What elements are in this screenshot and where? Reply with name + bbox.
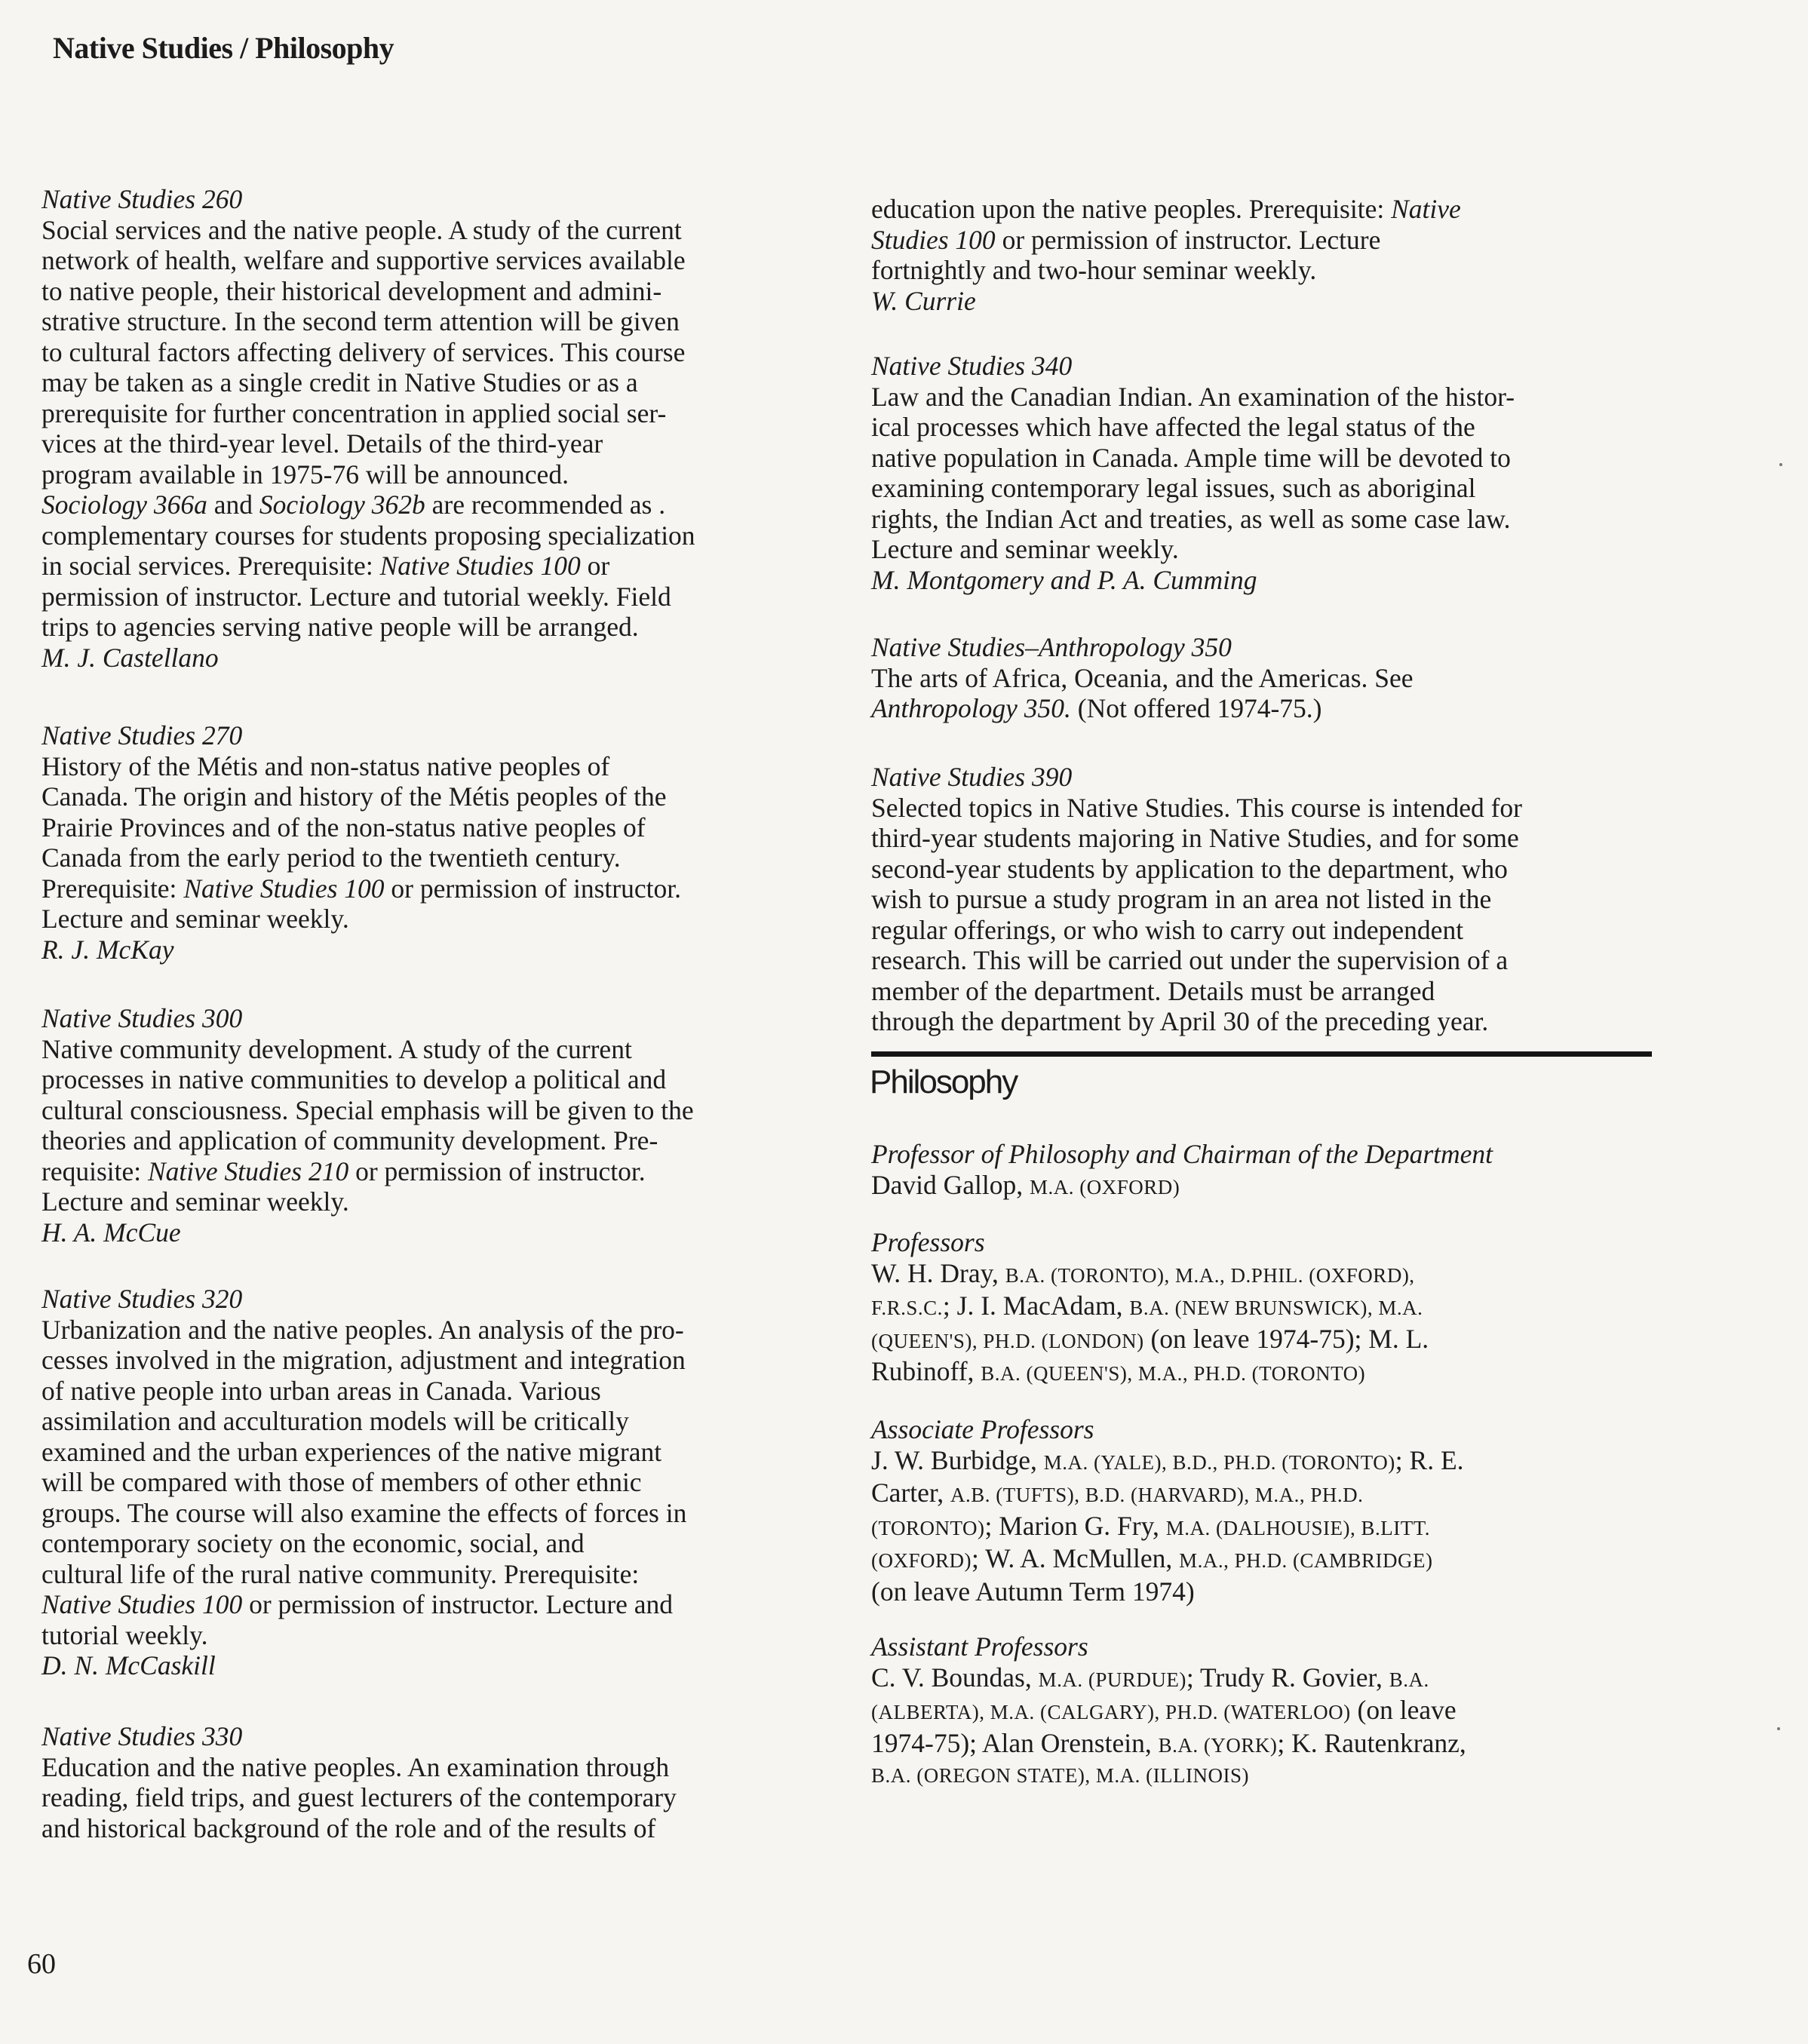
course-line: Lecture and seminar weekly. (41, 904, 349, 934)
course-line: and historical background of the role and of the results of (41, 1812, 656, 1843)
faculty-rank-title: Professors (871, 1227, 985, 1257)
course-line: Canada. The origin and history of the Métis peoples of the (41, 781, 667, 812)
course-line: will be compared with those of members of other ethnic (41, 1467, 642, 1497)
text-run: or permission of instructor. Lecture (995, 224, 1381, 255)
faculty-degrees: B.A. (NEW BRUNSWICK), M.A. (1129, 1297, 1423, 1319)
page-number: 60 (27, 1948, 56, 1980)
faculty-line (871, 1695, 1648, 1728)
faculty-degrees: (TORONTO) (871, 1516, 985, 1539)
faculty-line (871, 1291, 1648, 1324)
course-line: Law and the Canadian Indian. An examination of the histor- (871, 381, 1515, 412)
faculty-line (871, 1170, 1648, 1203)
course-title: Native Studies 320 (41, 1284, 243, 1314)
course-title: Native Studies–Anthropology 350 (871, 632, 1232, 662)
faculty-degrees: M.A., PH.D. (CAMBRIDGE) (1179, 1549, 1433, 1572)
faculty-name: ; W. A. McMullen, (972, 1543, 1180, 1573)
faculty-name: ; Trudy R. Govier, (1186, 1662, 1389, 1693)
course-line: Prairie Provinces and of the non-status native peoples of (41, 812, 646, 842)
faculty-degrees: B.A. (1389, 1668, 1429, 1691)
scan-speck (1777, 1727, 1780, 1730)
faculty-name: ; J. I. MacAdam, (942, 1291, 1130, 1321)
course-reference: Native (1391, 194, 1461, 224)
faculty-line: B.A. (OREGON STATE), M.A. (ILLINOIS) (871, 1764, 1250, 1787)
text-run: and (207, 490, 259, 520)
course-line: Social services and the native people. A study of the current (41, 214, 682, 245)
course-line: to native people, their historical development and admini- (41, 275, 662, 306)
faculty-name: ; Marion G. Fry, (984, 1510, 1166, 1541)
text-run: in social services. Prerequisite: (41, 551, 380, 581)
course-line: of native people into urban areas in Canada. Various (41, 1375, 601, 1406)
course-title: Native Studies 340 (871, 351, 1073, 381)
text-run: or permission of instructor. (384, 873, 681, 904)
course-line (41, 1589, 818, 1620)
faculty-rank-title: Professor of Philosophy and Chairman of the Department (871, 1139, 1493, 1169)
text-run: or permission of instructor. (348, 1156, 646, 1186)
course-native-studies-340 (871, 351, 1648, 595)
course-instructor: M. Montgomery and P. A. Cumming (871, 564, 1257, 595)
text-run: education upon the native peoples. Prerequisite: (871, 194, 1392, 224)
course-line: fortnightly and two-hour seminar weekly. (871, 255, 1317, 285)
course-title: Native Studies 390 (871, 762, 1073, 792)
faculty-line (871, 1324, 1648, 1357)
faculty-name: David Gallop, (871, 1169, 1030, 1200)
course-reference: Native Studies 100 (379, 551, 581, 581)
course-line: Urbanization and the native peoples. An analysis of the pro- (41, 1314, 684, 1345)
course-title: Native Studies 260 (41, 184, 243, 214)
faculty-line (871, 1445, 1648, 1478)
faculty-line (871, 1543, 1648, 1576)
faculty-name: C. V. Boundas, (871, 1662, 1039, 1693)
course-title: Native Studies 270 (41, 720, 243, 750)
course-line: contemporary society on the economic, social, and (41, 1528, 585, 1558)
course-reference: Sociology 362b (259, 490, 425, 520)
course-line: network of health, welfare and supportive services available (41, 245, 686, 275)
course-line: Canada from the early period to the twentieth century. (41, 842, 621, 873)
philosophy-chair (871, 1139, 1648, 1202)
course-line: vices at the third-year level. Details of the third-year (41, 428, 603, 459)
course-instructor: W. Currie (871, 285, 976, 316)
course-line (871, 194, 1648, 225)
course-line: may be taken as a single credit in Native Studies or as a (41, 367, 638, 397)
course-line: Native community development. A study of the current (41, 1033, 632, 1064)
course-line: reading, field trips, and guest lecturers of the contemporary (41, 1782, 677, 1812)
section-heading-philosophy: Philosophy (870, 1063, 1018, 1100)
faculty-line (871, 1356, 1648, 1389)
faculty-name: (on leave (1350, 1695, 1457, 1725)
faculty-degrees: M.A. (DALHOUSIE), B.LITT. (1165, 1516, 1430, 1539)
philosophy-associate-professors (871, 1414, 1648, 1607)
faculty-line (871, 1662, 1648, 1696)
faculty-line (871, 1511, 1648, 1544)
text-run: Prerequisite: (41, 873, 184, 904)
course-line: groups. The course will also examine the effects of forces in (41, 1497, 687, 1528)
course-title: Native Studies 330 (41, 1721, 243, 1751)
faculty-degrees: M.A. (PURDUE) (1038, 1668, 1186, 1691)
course-native-studies-390 (871, 762, 1648, 1037)
course-line: History of the Métis and non-status native peoples of (41, 750, 610, 781)
course-line: native population in Canada. Ample time will be devoted to (871, 442, 1511, 473)
course-line: complementary courses for students proposing specialization (41, 520, 695, 551)
course-line: to cultural factors affecting delivery of services. This course (41, 336, 686, 367)
text-run: are recommended as . (425, 490, 666, 520)
scan-speck (1779, 463, 1782, 466)
faculty-name: ; R. E. (1395, 1444, 1464, 1475)
philosophy-assistant-professors (871, 1631, 1648, 1791)
faculty-rank-title: Assistant Professors (871, 1631, 1088, 1662)
course-line: cesses involved in the migration, adjustment and integration (41, 1345, 686, 1375)
course-line: third-year students majoring in Native Studies, and for some (871, 823, 1519, 853)
course-line: examined and the urban experiences of the native migrant (41, 1436, 662, 1467)
faculty-name: Rubinoff, (871, 1356, 981, 1386)
faculty-degrees: (OXFORD) (871, 1549, 972, 1572)
course-native-studies-320 (41, 1284, 818, 1681)
faculty-degrees: A.B. (TUFTS), B.D. (HARVARD), M.A., PH.D. (950, 1484, 1364, 1506)
course-reference: Studies 100 (871, 224, 996, 255)
course-native-studies-300 (41, 1003, 818, 1248)
course-line: examining contemporary legal issues, such as aboriginal (871, 473, 1476, 503)
faculty-degrees: (ALBERTA), M.A. (CALGARY), PH.D. (WATERLOO) (871, 1701, 1351, 1723)
faculty-name: J. W. Burbidge, (871, 1444, 1044, 1475)
course-line: tutorial weekly. (41, 1619, 208, 1650)
course-line: research. This will be carried out under the supervision of a (871, 945, 1509, 975)
faculty-line: (on leave Autumn Term 1974) (871, 1576, 1195, 1607)
text-run: requisite: (41, 1156, 148, 1186)
course-line: through the department by April 30 of the preceding year. (871, 1006, 1489, 1036)
faculty-name: (on leave 1974-75); M. L. (1143, 1323, 1429, 1354)
course-line: strative structure. In the second term attention will be given (41, 306, 680, 336)
course-title: Native Studies 300 (41, 1003, 243, 1033)
faculty-line (871, 1258, 1648, 1291)
course-line (41, 551, 818, 582)
course-line: program available in 1975-76 will be announced. (41, 459, 569, 490)
course-native-studies-330-continued (871, 194, 1648, 316)
course-line: processes in native communities to develop a political and (41, 1064, 667, 1094)
faculty-degrees: M.A. (OXFORD) (1030, 1175, 1180, 1198)
faculty-degrees: B.A. (QUEEN'S), M.A., PH.D. (TORONTO) (981, 1362, 1366, 1385)
faculty-name: ; K. Rautenkranz, (1277, 1727, 1466, 1758)
course-instructor: R. J. McKay (41, 934, 174, 965)
course-instructor: M. J. Castellano (41, 642, 219, 673)
faculty-degrees: F.R.S.C. (871, 1297, 943, 1319)
faculty-name: Carter, (871, 1478, 951, 1508)
faculty-degrees: M.A. (YALE), B.D., PH.D. (TORONTO) (1043, 1450, 1395, 1474)
course-reference: Native Studies 100 (183, 873, 385, 904)
course-reference: Sociology 366a (41, 490, 207, 520)
faculty-degrees: B.A. (YORK) (1158, 1733, 1278, 1757)
course-line: ical processes which have affected the legal status of the (871, 412, 1475, 442)
course-instructor: H. A. McCue (41, 1217, 181, 1248)
course-line: second-year students by application to the department, who (871, 853, 1508, 884)
course-native-studies-anthropology-350 (871, 632, 1648, 724)
text-run: or permission of instructor. Lecture and (242, 1589, 674, 1619)
course-line (871, 693, 1648, 724)
faculty-rank-title: Associate Professors (871, 1414, 1094, 1444)
course-line: cultural consciousness. Special emphasis will be given to the (41, 1094, 694, 1125)
course-reference: Native Studies 100 (41, 1589, 243, 1619)
course-instructor: D. N. McCaskill (41, 1650, 216, 1680)
course-line (41, 490, 818, 520)
text-run: or (580, 551, 610, 581)
course-line: Selected topics in Native Studies. This course is intended for (871, 792, 1523, 823)
course-line (41, 1156, 818, 1187)
course-line: prerequisite for further concentration in applied social ser- (41, 397, 667, 428)
course-line: cultural life of the rural native community. Prerequisite: (41, 1558, 640, 1589)
course-line: wish to pursue a study program in an area not listed in the (871, 884, 1492, 914)
course-native-studies-270 (41, 720, 818, 965)
course-reference: Anthropology 350. (871, 693, 1071, 723)
course-line: rights, the Indian Act and treaties, as well as some case law. (871, 503, 1511, 534)
course-line: Lecture and seminar weekly. (41, 1186, 349, 1217)
course-line: permission of instructor. Lecture and tutorial weekly. Field (41, 581, 671, 612)
course-line: assimilation and acculturation models will be critically (41, 1406, 629, 1436)
faculty-degrees: (QUEEN'S), PH.D. (LONDON) (871, 1329, 1144, 1352)
philosophy-professors (871, 1227, 1648, 1389)
course-native-studies-260 (41, 184, 818, 673)
course-reference: Native Studies 210 (147, 1156, 349, 1186)
running-head: Native Studies / Philosophy (53, 31, 394, 65)
section-rule (871, 1051, 1652, 1057)
course-line: theories and application of community development. Pre- (41, 1125, 658, 1156)
course-line: The arts of Africa, Oceania, and the Americas. See (871, 662, 1414, 693)
faculty-line (871, 1728, 1648, 1761)
course-line: trips to agencies serving native people will be arranged. (41, 612, 639, 642)
course-line: regular offerings, or who wish to carry out independent (871, 914, 1464, 945)
faculty-name: W. H. Dray, (871, 1257, 1005, 1288)
course-line: Lecture and seminar weekly. (871, 534, 1179, 564)
course-line (41, 873, 818, 904)
course-line: Education and the native peoples. An examination through (41, 1751, 670, 1782)
course-line (871, 225, 1648, 256)
text-run: (Not offered 1974-75.) (1070, 693, 1322, 723)
faculty-line (871, 1478, 1648, 1511)
faculty-name: 1974-75); Alan Orenstein, (871, 1727, 1159, 1758)
course-line: member of the department. Details must be arranged (871, 975, 1435, 1006)
course-native-studies-330 (41, 1721, 818, 1843)
faculty-degrees: B.A. (TORONTO), M.A., D.PHIL. (OXFORD), (1005, 1263, 1415, 1287)
